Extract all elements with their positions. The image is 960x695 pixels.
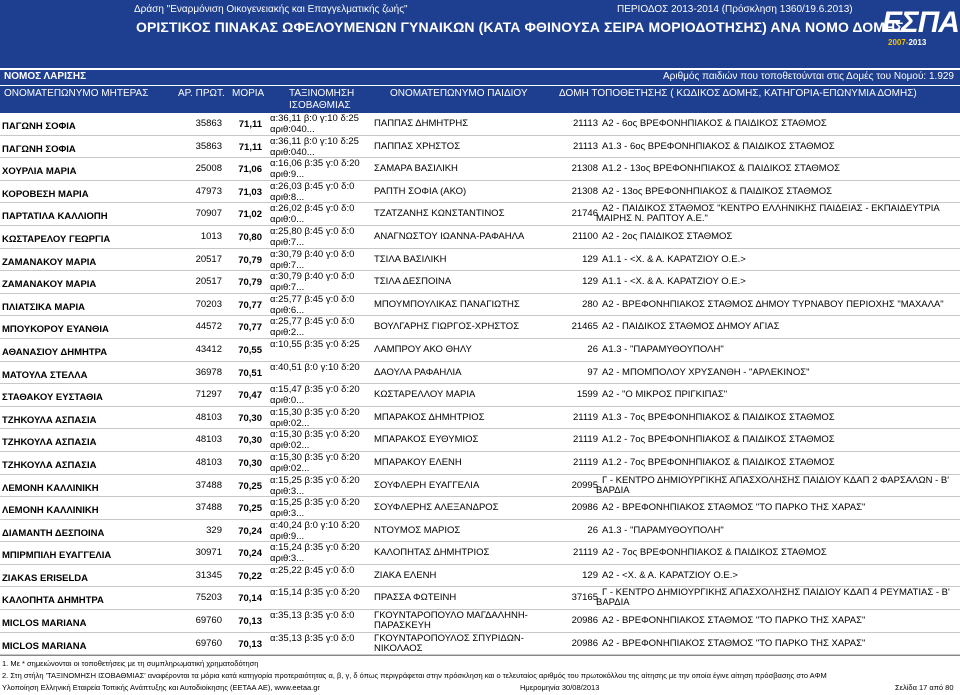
ranking-scores: α:15,30 β:35 γ:0 δ:20 [270, 406, 360, 418]
points-value: 70,30 [238, 435, 262, 447]
ranking-scores: α:15,25 β:35 γ:0 δ:20 [270, 497, 360, 509]
table-row [0, 271, 960, 294]
ranking-scores: α:25,77 β:45 γ:0 δ:0 [270, 293, 355, 305]
col-mother: ΟΝΟΜΑΤΕΠΩΝΥΜΟ ΜΗΤΕΡΑΣ [4, 88, 149, 99]
table-row [0, 158, 960, 181]
table-row [0, 407, 960, 430]
espa-logo-years: 2007-2013 [888, 38, 927, 47]
ranking-scores: α:36,11 β:0 γ:10 δ:25 [270, 135, 359, 147]
ranking-number: αριθ:02... [270, 440, 310, 452]
table-row [0, 136, 960, 159]
child-name: ΓΚΟΥΝΤΑΡΟΠΟΥΛΟΣ ΣΠΥΡΙΔΩΝ- [374, 632, 524, 644]
ranking-number: αριθ:7... [270, 282, 305, 294]
protocol-number: 30971 [195, 547, 222, 559]
ranking-number: αριθ:040... [270, 146, 315, 158]
points-value: 70,55 [238, 344, 262, 356]
col-child: ΟΝΟΜΑΤΕΠΩΝΥΜΟ ΠΑΙΔΙΟΥ [390, 88, 528, 99]
protocol-number: 70203 [195, 298, 222, 310]
child-name: ΝΤΟΥΜΟΣ ΜΑΡΙΟΣ [374, 524, 461, 536]
ranking-number: αριθ:2... [270, 327, 305, 339]
mother-name: ΤΖΗΚΟΥΛΑ ΑΣΠΑΣΙΑ [2, 437, 97, 449]
table-row [0, 384, 960, 407]
table-row [0, 633, 960, 656]
mother-name: ΚΟΡΟΒΕΣΗ ΜΑΡΙΑ [2, 188, 89, 200]
ranking-number: αριθ:02... [270, 417, 310, 429]
child-name: ZIAKA ΕΛΕΝΗ [374, 569, 437, 581]
mother-name: ΠΑΓΩΝΗ ΣΟΦΙΑ [2, 121, 76, 132]
structure-code: 21113 [572, 140, 598, 152]
structure-code: 97 [587, 366, 598, 378]
structure-name: Α2 - ΠΑΙΔΙΚΟΣ ΣΤΑΘΜΟΣ "ΚΕΝΤΡΟ ΕΛΛΗΝΙΚΗΣ ΠΑΙΔΕΙΑΣ - ΕΚΠΑΙΔΕΥΤΡΙΑ [602, 203, 940, 215]
structure-name: Α2 - <Χ. & Α. ΚΑΡΑΤΖΙΟΥ Ο.Ε.> [602, 569, 738, 581]
children-count: Αριθμός παιδιών που τοποθετούνται στις Δομές του Νομού: 1.929 [663, 71, 954, 82]
mother-name: ΜΑΤΟΥΛΑ ΣΤΕΛΛΑ [2, 369, 88, 381]
structure-name: Α2 - 2ος ΠΑΙΔΙΚΟΣ ΣΤΑΘΜΟΣ [602, 230, 733, 242]
structure-name: Α1.2 - 13ος ΒΡΕΦΟΝΗΠΙΑΚΟΣ & ΠΑΙΔΙΚΟΣ ΣΤΑΘΜΟΣ [602, 163, 840, 175]
protocol-number: 44572 [195, 321, 222, 333]
structure-code: 21308 [571, 185, 598, 197]
points-value: 70,79 [238, 277, 262, 289]
table-row [0, 429, 960, 452]
structure-name-cont: ΜΑΙΡΗΣ Ν. ΡΑΠΤΟΥ Α.Ε." [596, 213, 708, 225]
col-points: ΜΟΡΙΑ [232, 88, 265, 99]
table-row [0, 542, 960, 565]
ranking-scores: α:40,24 β:0 γ:10 δ:20 [270, 519, 360, 531]
col-ranking-a: ΤΑΞΙΝΟΜΗΣΗ [289, 88, 355, 99]
structure-name: Α2 - ΜΠΟΜΠΟΛΟΥ ΧΡΥΣΑΝΘΗ - "ΑΡΛΕΚΙΝΟΣ" [602, 366, 810, 378]
mother-name: ZIAKAS ERISELDA [2, 572, 89, 584]
ranking-scores: α:30,79 β:40 γ:0 δ:0 [270, 271, 355, 283]
ranking-scores: α:25,80 β:45 γ:0 δ:0 [270, 225, 355, 237]
child-name-cont: ΠΑΡΑΣΚΕΥΗ [374, 620, 431, 632]
structure-name: Α1.3 - "ΠΑΡΑΜΥΘΟΥΠΟΛΗ" [602, 343, 724, 355]
structure-name: Α2 - ΠΑΙΔΙΚΟΣ ΣΤΑΘΜΟΣ ΔΗΜΟΥ ΑΓΙΑΣ [602, 321, 780, 333]
ranking-number: αριθ:9... [270, 169, 305, 181]
ranking-scores: α:35,13 β:35 γ:0 δ:0 [270, 632, 355, 644]
mother-name: ΔΙΑΜΑΝΤΗ ΔΕΣΠΟΙΝΑ [2, 527, 105, 539]
structure-name: Α2 - 6ος ΒΡΕΦΟΝΗΠΙΑΚΟΣ & ΠΑΙΔΙΚΟΣ ΣΤΑΘΜΟΣ [602, 118, 827, 129]
structure-name: Α1.3 - 7ος ΒΡΕΦΟΝΗΠΙΑΚΟΣ & ΠΑΙΔΙΚΟΣ ΣΤΑΘΜΟΣ [602, 411, 835, 423]
protocol-number: 43412 [195, 343, 222, 355]
footer-date: Ημερομηνία 30/08/2013 [520, 683, 600, 692]
points-value: 70,80 [238, 231, 262, 243]
mother-name: ΚΑΛΟΠΗΤΑ ΔΗΜΗΤΡΑ [2, 595, 104, 607]
mother-name: ΖΑΜΑΝΑΚΟΥ ΜΑΡΙΑ [2, 279, 97, 291]
structure-name: Α2 - ΒΡΕΦΟΝΗΠΙΑΚΟΣ ΣΤΑΘΜΟΣ "ΤΟ ΠΑΡΚΟ ΤΗΣ ΧΑΡΑΣ" [602, 502, 866, 514]
mother-name: ΖΑΜΑΝΑΚΟΥ ΜΑΡΙΑ [2, 256, 97, 268]
child-name: ΚΩΣΤΑΡΕΛΛΟΥ ΜΑΡΙΑ [374, 389, 476, 401]
ranking-scores: α:25,77 β:45 γ:0 δ:0 [270, 316, 355, 328]
structure-name: Γ - ΚΕΝΤΡΟ ΔΗΜΙΟΥΡΓΙΚΗΣ ΑΠΑΣΧΟΛΗΣΗΣ ΠΑΙΔΙΟΥ ΚΔΑΠ 2 ΦΑΡΣΑΛΩΝ - Β' [602, 474, 950, 486]
mother-name: MICLOS MARIANA [2, 640, 87, 652]
points-value: 70,47 [238, 390, 262, 402]
child-name: ΡΑΠΤΗ ΣΟΦΙΑ (ΑΚΟ) [374, 185, 467, 197]
ranking-number: αριθ:0... [270, 395, 305, 407]
protocol-number: 35863 [195, 118, 222, 129]
points-value: 71,11 [238, 141, 262, 153]
child-name: ΤΣΙΛΑ ΒΑΣΙΛΙΚΗ [374, 253, 447, 265]
document-title: ΟΡΙΣΤΙΚΟΣ ΠΙΝΑΚΑΣ ΩΦΕΛΟΥΜΕΝΩΝ ΓΥΝΑΙΚΩΝ (ΚΑΤΑ ΦΘΙΝΟΥΣΑ ΣΕΙΡΑ ΜΟΡΙΟΔΟΤΗΣΗΣ) ΑΝΑ ΝΟΜΟ ΔΟΜΗΣ [136, 19, 904, 35]
table-row [0, 203, 960, 226]
points-value: 70,13 [238, 638, 262, 650]
points-value: 70,24 [238, 548, 262, 560]
ranking-number: αριθ:9... [270, 530, 305, 542]
ranking-scores: α:15,30 β:35 γ:0 δ:20 [270, 451, 360, 463]
table-row [0, 113, 960, 136]
structure-code: 1599 [576, 389, 598, 401]
prefecture-name: ΝΟΜΟΣ ΛΑΡΙΣΗΣ [4, 71, 87, 82]
points-value: 70,22 [238, 570, 262, 582]
footnote-1: 1. Με * σημειώνονται οι τοποθετήσεις με τη συμπληρωματική χρηματοδότηση [2, 659, 259, 668]
protocol-number: 25008 [195, 163, 222, 175]
table-row [0, 475, 960, 498]
footer-divider [0, 655, 960, 656]
child-name: ΜΠΑΡΑΚΟΣ ΔΗΜΗΤΡΙΟΣ [374, 411, 485, 423]
column-header-bar [0, 86, 960, 113]
points-value: 70,77 [238, 299, 262, 311]
structure-name: Α1.3 - "ΠΑΡΑΜΥΘΟΥΠΟΛΗ" [602, 524, 724, 536]
ranking-scores: α:16,06 β:35 γ:0 δ:20 [270, 158, 360, 170]
structure-code: 26 [587, 524, 598, 536]
espa-logo-name: ΕΣΠΑ [882, 6, 959, 39]
child-name: ΤΣΙΛΑ ΔΕΣΠΟΙΝΑ [374, 276, 452, 288]
ranking-scores: α:26,03 β:45 γ:0 δ:0 [270, 180, 355, 192]
structure-name: Α1.1 - <Χ. & Α. ΚΑΡΑΤΖΙΟΥ Ο.Ε.> [602, 253, 746, 265]
points-value: 71,03 [238, 186, 262, 198]
footnote-2: 2. Στη στήλη 'ΤΑΞΙΝΟΜΗΣΗ ΙΣΟΒΑΘΜΙΑΣ' αναφέρονται τα μόρια κατά κατηγορία προτεραιότητας α, β, γ, δ όπως περιγράφεται στην πρόσκληση και ο τελευταίος αριθμός του πρωτοκόλλου της αίτησης με την οποία έγινε αίτηση πρόσβασης στο ΑΦΜ [2, 671, 827, 680]
structure-name: Α2 - 7ος ΒΡΕΦΟΝΗΠΙΑΚΟΣ & ΠΑΙΔΙΚΟΣ ΣΤΑΘΜΟΣ [602, 547, 827, 559]
protocol-number: 70907 [195, 208, 222, 220]
points-value: 71,06 [238, 164, 262, 176]
action-line: Δράση "Εναρμόνιση Οικογενειακής και Επαγγελματικής ζωής" [134, 4, 408, 15]
structure-name-cont: ΒΑΡΔΙΑ [596, 484, 630, 496]
ranking-scores: α:15,25 β:35 γ:0 δ:20 [270, 474, 360, 486]
structure-code: 21746 [571, 208, 598, 220]
table-row [0, 226, 960, 249]
col-ranking-b: ΙΣΟΒΑΘΜΙΑΣ [289, 100, 351, 111]
ranking-scores: α:36,11 β:0 γ:10 δ:25 [270, 113, 359, 124]
protocol-number: 69760 [195, 615, 222, 627]
points-value: 70,30 [238, 457, 262, 469]
points-value: 70,14 [238, 593, 262, 605]
protocol-number: 69760 [195, 637, 222, 649]
structure-code: 21308 [571, 163, 598, 175]
mother-name: ΑΘΑΝΑΣΙΟΥ ΔΗΜΗΤΡΑ [2, 346, 108, 358]
structure-name: Α2 - "Ο ΜΙΚΡΟΣ ΠΡΙΓΚΙΠΑΣ" [602, 389, 728, 401]
child-name: ΜΠΑΡΑΚΟΥ ΕΛΕΝΗ [374, 456, 462, 468]
col-protocol: ΑΡ. ΠΡΩΤ. [178, 88, 225, 99]
table-row [0, 249, 960, 272]
prefecture-bar [0, 70, 960, 85]
structure-name: Γ - ΚΕΝΤΡΟ ΔΗΜΙΟΥΡΓΙΚΗΣ ΑΠΑΣΧΟΛΗΣΗΣ ΠΑΙΔΙΟΥ ΚΔΑΠ 4 ΡΕΥΜΑΤΙΑΣ - Β' [602, 587, 950, 599]
ranking-scores: α:26,02 β:45 γ:0 δ:0 [270, 203, 355, 215]
ranking-scores: α:30,79 β:40 γ:0 δ:0 [270, 248, 355, 260]
ranking-number: αριθ:0... [270, 214, 305, 226]
protocol-number: 35863 [195, 140, 222, 152]
points-value: 70,77 [238, 322, 262, 334]
child-name: ΠΑΠΠΑΣ ΔΗΜΗΤΡΗΣ [374, 118, 469, 129]
ranking-scores: α:35,13 β:35 γ:0 δ:0 [270, 610, 355, 622]
protocol-number: 36978 [195, 366, 222, 378]
structure-name: Α1.2 - 7ος ΒΡΕΦΟΝΗΠΙΑΚΟΣ & ΠΑΙΔΙΚΟΣ ΣΤΑΘΜΟΣ [602, 456, 835, 468]
child-name: ΣΟΥΦΛΕΡΗΣ ΑΛΕΞΑΝΔΡΟΣ [374, 502, 499, 514]
child-name: ΜΠΑΡΑΚΟΣ ΕΥΘΥΜΙΟΣ [374, 434, 479, 446]
table-row [0, 362, 960, 385]
points-value: 70,79 [238, 254, 262, 266]
mother-name: MICLOS MARIANA [2, 618, 87, 630]
child-name: ΓΚΟΥΝΤΑΡΟΠΟΥΛΟ ΜΑΓΔΑΛΗΝΗ- [374, 610, 528, 622]
points-value: 70,25 [238, 480, 262, 492]
mother-name: ΠΑΓΩΝΗ ΣΟΦΙΑ [2, 143, 76, 155]
child-name: ΤΖΑΤΖΑΝΗΣ ΚΩΝΣΤΑΝΤΙΝΟΣ [374, 208, 505, 220]
protocol-number: 329 [206, 524, 222, 536]
protocol-number: 48103 [195, 411, 222, 423]
structure-name: Α2 - 13ος ΒΡΕΦΟΝΗΠΙΑΚΟΣ & ΠΑΙΔΙΚΟΣ ΣΤΑΘΜΟΣ [602, 185, 833, 197]
table-row [0, 316, 960, 339]
footer-page: Σελίδα 17 από 80 [895, 683, 954, 692]
protocol-number: 1013 [200, 230, 222, 242]
protocol-number: 48103 [195, 434, 222, 446]
protocol-number: 75203 [195, 592, 222, 604]
structure-code: 129 [582, 276, 598, 288]
points-value: 70,30 [238, 412, 262, 424]
ranking-number: αριθ:040... [270, 124, 315, 135]
protocol-number: 20517 [195, 276, 222, 288]
child-name: ΚΑΛΟΠΗΤΑΣ ΔΗΜΗΤΡΙΟΣ [374, 547, 490, 559]
child-name: ΜΠΟΥΜΠΟΥΛΙΚΑΣ ΠΑΝΑΓΙΩΤΗΣ [374, 298, 520, 310]
ranking-scores: α:15,24 β:35 γ:0 δ:20 [270, 542, 360, 554]
ranking-scores: α:10,55 β:35 γ:0 δ:25 [270, 338, 360, 350]
structure-code: 21119 [572, 434, 598, 446]
ranking-number: αριθ:02... [270, 462, 310, 474]
structure-code: 26 [587, 343, 598, 355]
mother-name: ΤΖΗΚΟΥΛΑ ΑΣΠΑΣΙΑ [2, 459, 97, 471]
structure-code: 37165 [571, 592, 598, 604]
ranking-scores: α:40,51 β:0 γ:10 δ:20 [270, 361, 360, 373]
protocol-number: 37488 [195, 479, 222, 491]
table-row [0, 181, 960, 204]
ranking-number: αριθ:3... [270, 553, 305, 565]
mother-name: ΛΕΜΟΝΗ ΚΑΛΛΙΝΙΚΗ [2, 482, 99, 494]
protocol-number: 48103 [195, 456, 222, 468]
protocol-number: 71297 [195, 389, 222, 401]
points-value: 70,25 [238, 503, 262, 515]
mother-name: ΧΟΥΡΛΙΑ ΜΑΡΙΑ [2, 166, 77, 178]
structure-name: Α2 - ΒΡΕΦΟΝΗΠΙΑΚΟΣ ΣΤΑΘΜΟΣ "ΤΟ ΠΑΡΚΟ ΤΗΣ ΧΑΡΑΣ" [602, 637, 866, 649]
ranking-number: αριθ:3... [270, 485, 305, 497]
protocol-number: 37488 [195, 502, 222, 514]
structure-name: Α2 - ΒΡΕΦΟΝΗΠΙΑΚΟΣ ΣΤΑΘΜΟΣ "ΤΟ ΠΑΡΚΟ ΤΗΣ ΧΑΡΑΣ" [602, 615, 866, 627]
structure-code: 20995 [571, 479, 598, 491]
structure-code: 20986 [571, 502, 598, 514]
structure-code: 21100 [572, 230, 598, 242]
structure-name: Α1.1 - <Χ. & Α. ΚΑΡΑΤΖΙΟΥ Ο.Ε.> [602, 276, 746, 288]
protocol-number: 31345 [195, 569, 222, 581]
mother-name: ΠΛΙΑΤΣΙΚΑ ΜΑΡΙΑ [2, 301, 86, 313]
ranking-number: αριθ:7... [270, 236, 305, 248]
child-name-cont: ΝΙΚΟΛΑΟΣ [374, 642, 423, 654]
mother-name: ΚΩΣΤΑΡΕΛΟΥ ΓΕΩΡΓΙΑ [2, 233, 111, 245]
structure-code: 21465 [571, 321, 598, 333]
mother-name: ΜΠΟΥΚΟΡΟΥ ΕΥΑΝΘΙΑ [2, 324, 109, 336]
beneficiaries-table [0, 113, 960, 655]
ranking-scores: α:25,22 β:45 γ:0 δ:0 [270, 564, 355, 576]
col-structure: ΔΟΜΗ ΤΟΠΟΘΕΤΗΣΗΣ ( ΚΩΔΙΚΟΣ ΔΟΜΗΣ, ΚΑΤΗΓΟΡΙΑ-ΕΠΩΝΥΜΙΑ ΔΟΜΗΣ) [559, 88, 917, 99]
child-name: ΑΝΑΓΝΩΣΤΟΥ ΙΩΑΝΝΑ-ΡΑΦΑΗΛΑ [374, 230, 525, 242]
child-name: ΒΟΥΛΓΑΡΗΣ ΓΙΩΡΓΟΣ-ΧΡΗΣΤΟΣ [374, 321, 520, 333]
structure-code: 20986 [571, 637, 598, 649]
protocol-number: 47973 [195, 185, 222, 197]
mother-name: ΣΤΑΘΑΚΟΥ ΕΥΣΤΑΘΙΑ [2, 392, 103, 404]
structure-code: 129 [582, 569, 598, 581]
ranking-scores: α:15,30 β:35 γ:0 δ:20 [270, 429, 360, 441]
ranking-number: αριθ:6... [270, 304, 305, 316]
points-value: 71,02 [238, 209, 262, 221]
child-name: ΠΑΠΠΑΣ ΧΡΗΣΤΟΣ [374, 140, 461, 152]
table-row [0, 497, 960, 520]
structure-name: Α2 - ΒΡΕΦΟΝΗΠΙΑΚΟΣ ΣΤΑΘΜΟΣ ΔΗΜΟΥ ΤΥΡΝΑΒΟΥ ΠΕΡΙΟΧΗΣ "ΜΑΧΑΛΑ" [602, 298, 944, 310]
ranking-scores: α:15,47 β:35 γ:0 δ:20 [270, 384, 360, 396]
child-name: ΣΑΜΑΡΑ ΒΑΣΙΛΙΚΗ [374, 163, 458, 175]
table-row [0, 610, 960, 633]
ranking-number: αριθ:3... [270, 508, 305, 520]
espa-logo [880, 6, 959, 47]
table-row [0, 339, 960, 362]
ranking-scores: α:15,14 β:35 γ:0 δ:20 [270, 587, 360, 599]
structure-code: 21119 [572, 411, 598, 423]
structure-code: 21113 [572, 118, 598, 129]
structure-name: Α1.3 - 6ος ΒΡΕΦΟΝΗΠΙΑΚΟΣ & ΠΑΙΔΙΚΟΣ ΣΤΑΘΜΟΣ [602, 140, 835, 152]
structure-code: 20986 [571, 615, 598, 627]
structure-code: 129 [582, 253, 598, 265]
mother-name: ΜΠΙΡΜΠΙΛΗ ΕΥΑΓΓΕΛΙΑ [2, 550, 112, 562]
table-row [0, 294, 960, 317]
table-row [0, 565, 960, 588]
structure-code: 280 [582, 298, 598, 310]
structure-name: Α1.2 - 7ος ΒΡΕΦΟΝΗΠΙΑΚΟΣ & ΠΑΙΔΙΚΟΣ ΣΤΑΘΜΟΣ [602, 434, 835, 446]
footer-org: Υλοποίηση Ελληνική Εταιρεία Τοπικής Ανάπτυξης και Αυτοδιοίκησης (ΕΕΤΑΑ ΑΕ), www.eetaa.gr [2, 683, 320, 692]
child-name: ΔΑΟΥΛΑ ΡΑΦΑΗΛΙΑ [374, 366, 462, 378]
structure-name-cont: ΒΑΡΔΙΑ [596, 597, 630, 609]
points-value: 71,11 [238, 119, 262, 130]
points-value: 70,24 [238, 525, 262, 537]
mother-name: ΤΖΗΚΟΥΛΑ ΑΣΠΑΣΙΑ [2, 414, 97, 426]
structure-code: 21119 [572, 547, 598, 559]
ranking-number: αριθ:7... [270, 259, 305, 271]
table-row [0, 452, 960, 475]
child-name: ΣΟΥΦΛΕΡΗ ΕΥΑΓΓΕΛΙΑ [374, 479, 480, 491]
protocol-number: 20517 [195, 253, 222, 265]
mother-name: ΠΑΡΤΑΤΙΛΑ ΚΑΛΛΙΟΠΗ [2, 211, 108, 223]
structure-code: 21119 [572, 456, 598, 468]
ranking-number: αριθ:8... [270, 191, 305, 203]
points-value: 70,51 [238, 367, 262, 379]
child-name: ΠΡΑΣΣΑ ΦΩΤΕΙΝΗ [374, 592, 457, 604]
child-name: ΛΑΜΠΡΟΥ ΑΚΟ ΘΗΛΥ [374, 343, 472, 355]
period-line: ΠΕΡΙΟΔΟΣ 2013-2014 (Πρόσκληση 1360/19.6.2013) [617, 4, 853, 15]
mother-name: ΛΕΜΟΝΗ ΚΑΛΛΙΝΙΚΗ [2, 505, 99, 517]
points-value: 70,13 [238, 616, 262, 628]
table-row [0, 520, 960, 543]
table-row [0, 587, 960, 610]
